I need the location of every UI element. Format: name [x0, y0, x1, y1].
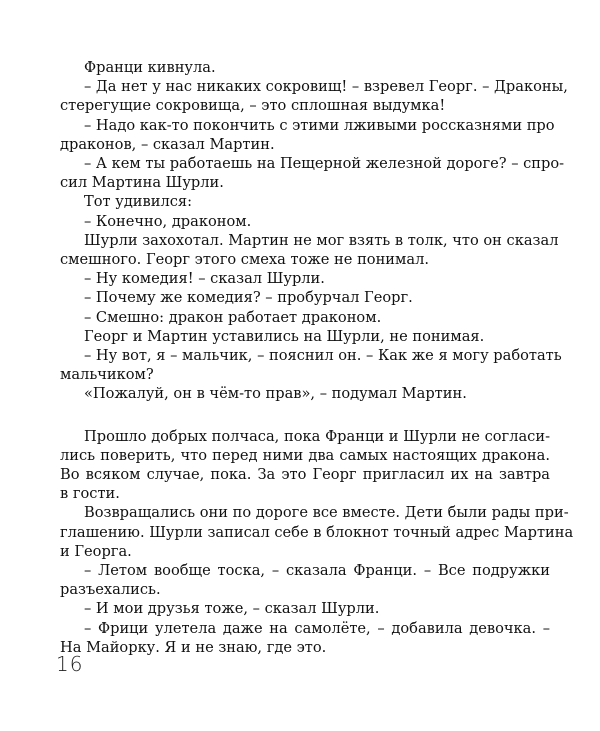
text-line: Франци кивнула.	[84, 59, 216, 76]
text-line: глашению. Шурли записал себе в блокнот точный адрес Мартина	[60, 523, 574, 541]
text-line: – И мои друзья тоже, – сказал Шурли.	[84, 600, 380, 618]
text-line: драконов, – сказал Мартин.	[60, 135, 275, 153]
text-line: – Фрици улетела даже на самолёте, – добавила девочка. –	[84, 619, 550, 637]
page-body	[60, 58, 574, 657]
text-line: – Надо как-то покончить с этими лживыми россказнями про	[84, 116, 555, 134]
text-line: – Ну комедия! – сказал Шурли.	[84, 270, 325, 288]
page-number: 16	[56, 652, 84, 676]
text-line: стерегущие сокровища, – это сплошная выдумка!	[60, 97, 446, 115]
text-line: «Пожалуй, он в чём-то прав», – подумал Мартин.	[84, 385, 467, 403]
text-line: – Почему же комедия? – пробурчал Георг.	[84, 289, 413, 307]
text-line: мальчиком?	[60, 366, 154, 384]
text-line: Шурли захохотал. Мартин не мог взять в толк, что он сказал	[84, 231, 559, 249]
text-line: разъехались.	[60, 581, 161, 599]
text-line: – Смешно: дракон работает драконом.	[84, 308, 382, 326]
text-line: лись поверить, что перед ними два самых настоящих дракона.	[60, 446, 550, 464]
text-line: Во всяком случае, пока. За это Георг пригласил их на завтра	[60, 466, 550, 484]
text-line: Георг и Мартин уставились на Шурли, не понимая.	[84, 327, 485, 345]
text-line: – Да нет у нас никаких сокровищ! – взревел Георг. – Драконы,	[84, 78, 568, 96]
text-line: – Ну вот, я – мальчик, – пояснил он. – Как же я могу работать	[84, 347, 562, 365]
text-line: – Конечно, драконом.	[84, 212, 252, 230]
text-line: в гости.	[60, 485, 120, 503]
text-line: смешного. Георг этого смеха тоже не понимал.	[60, 251, 429, 269]
text-line: Возвращались они по дороге все вместе. Дети были рады при-	[84, 504, 569, 522]
text-line: На Майорку. Я и не знаю, где это.	[60, 638, 327, 656]
text-line: Прошло добрых полчаса, пока Франци и Шурли не согласи-	[84, 427, 550, 445]
text-line: – А кем ты работаешь на Пещерной железной дороге? – спро-	[84, 155, 565, 173]
section-break	[60, 404, 550, 427]
text-line: сил Мартина Шурли.	[60, 174, 224, 192]
text-line: и Георга.	[60, 542, 132, 560]
text-line: – Летом вообще тоска, – сказала Франци. – Все подружки	[84, 562, 550, 580]
text-line: Тот удивился:	[84, 193, 193, 211]
